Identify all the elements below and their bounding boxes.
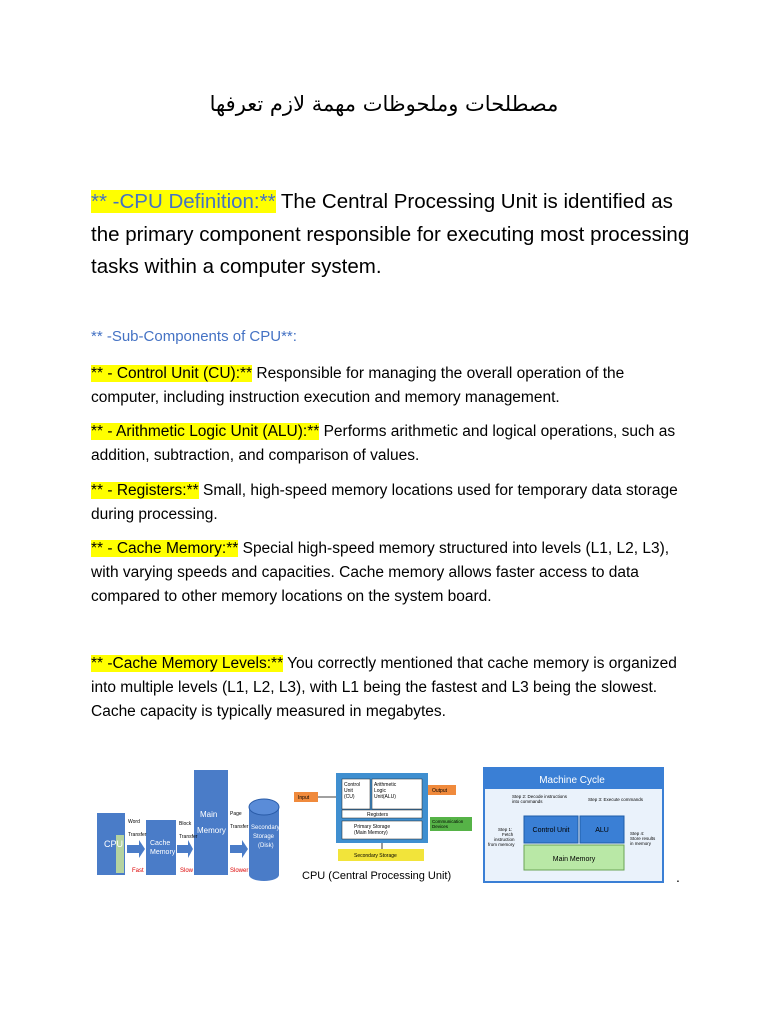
cache-box <box>146 820 176 875</box>
memory-hierarchy-figure <box>97 770 280 881</box>
definition-prefix: ** - <box>91 190 120 213</box>
slow-label: Slow <box>180 868 194 874</box>
step1-label: Step 1: Fetch instruction from memory <box>488 827 515 847</box>
item-label: ** - Control Unit (CU):** <box>91 365 253 382</box>
main-memory-box <box>194 770 228 875</box>
step2-label: Step 2: Decode instructions into commands <box>512 794 568 804</box>
arrow-1 <box>127 840 145 858</box>
page-title: مصطلحات وملحوظات مهمة لازم تعرفها <box>209 92 559 116</box>
alu-label: ALU <box>595 827 609 834</box>
item-text: Special high-speed memory structured into levels (L1, L2, L3), with varying speeds and capacities. Cache memory allows faster access to data compared to other memory locations on the system board. <box>91 540 670 605</box>
block-transfer-label: Block Transfer <box>179 821 198 840</box>
primary-storage-label: Primary Storage (Main Memory) <box>354 824 391 836</box>
item-text: You correctly mentioned that cache memory is organized into multiple levels (L1, L2, L3), with L1 being the fastest and L3 being the slowest. Cache capacity is typically measured in megabytes. <box>91 655 677 720</box>
slower-label: Slower <box>230 868 249 874</box>
step3-label: Step 3: Execute commands <box>588 797 644 802</box>
machine-cycle-figure <box>483 767 664 883</box>
comm-devices-label: Communication Devices <box>432 819 464 829</box>
subcomponents-heading: ** -Sub-Components of CPU**: <box>91 328 297 345</box>
trailing-dot: . <box>676 869 680 885</box>
item-label: ** - Registers:** <box>91 482 199 499</box>
cpu-label: CPU <box>104 839 124 849</box>
definition-label: CPU Definition:** <box>119 190 276 213</box>
disk-box <box>249 807 279 875</box>
word-transfer-label: Word Transfer <box>128 819 147 838</box>
output-label: Output <box>432 788 448 794</box>
step4-label: Step 4: Store results in memory <box>630 831 656 846</box>
main-memory-label: Main Memory <box>552 856 596 863</box>
disk-label: Secondary Storage (Disk) <box>251 825 280 849</box>
page-transfer-label: Page Transfer <box>230 811 249 830</box>
item-text: Responsible for managing the overall operation of the computer, including instruction execution and memory management. <box>91 365 625 406</box>
figures <box>92 765 682 890</box>
arrow-3 <box>230 840 248 858</box>
item-control-unit <box>91 362 691 410</box>
item-label: ** -Cache Memory Levels:** <box>91 655 284 672</box>
disk-top <box>249 799 279 815</box>
item-label: ** - Cache Memory:** <box>91 540 239 557</box>
item-cache-levels <box>91 652 691 724</box>
control-unit-label: Control Unit <box>532 827 570 834</box>
cpu-definition <box>91 186 691 284</box>
cu-label: Control Unit (CU) <box>344 782 361 800</box>
disk-bottom <box>249 869 279 881</box>
input-label: Input <box>298 795 310 801</box>
item-cache-memory <box>91 537 691 609</box>
registers-label: Registers <box>367 812 389 818</box>
definition-text: The Central Processing Unit is identified as the primary component responsible for executing most processing tasks within a computer system. <box>91 190 690 278</box>
fast-label: Fast <box>132 868 144 874</box>
cpu-diagram-figure <box>294 773 472 882</box>
arrow-2 <box>177 840 193 858</box>
item-alu <box>91 420 691 468</box>
main-memory-label: Main Memory <box>197 810 226 835</box>
item-registers <box>91 479 691 527</box>
machine-cycle-title: Machine Cycle <box>539 775 605 786</box>
secondary-storage-label: Secondary Storage <box>354 853 397 859</box>
cache-label: Cache Memory <box>150 840 176 856</box>
item-text: Performs arithmetic and logical operations, such as addition, subtraction, and comparison of values. <box>91 423 676 464</box>
alu-label: Arithmetic Logic Unit(ALU) <box>374 782 397 800</box>
item-text: Small, high-speed memory locations used for temporary data storage during processing. <box>91 482 678 523</box>
item-label: ** - Arithmetic Logic Unit (ALU):** <box>91 423 320 440</box>
cpu-diagram-caption: CPU (Central Processing Unit) <box>302 870 452 882</box>
